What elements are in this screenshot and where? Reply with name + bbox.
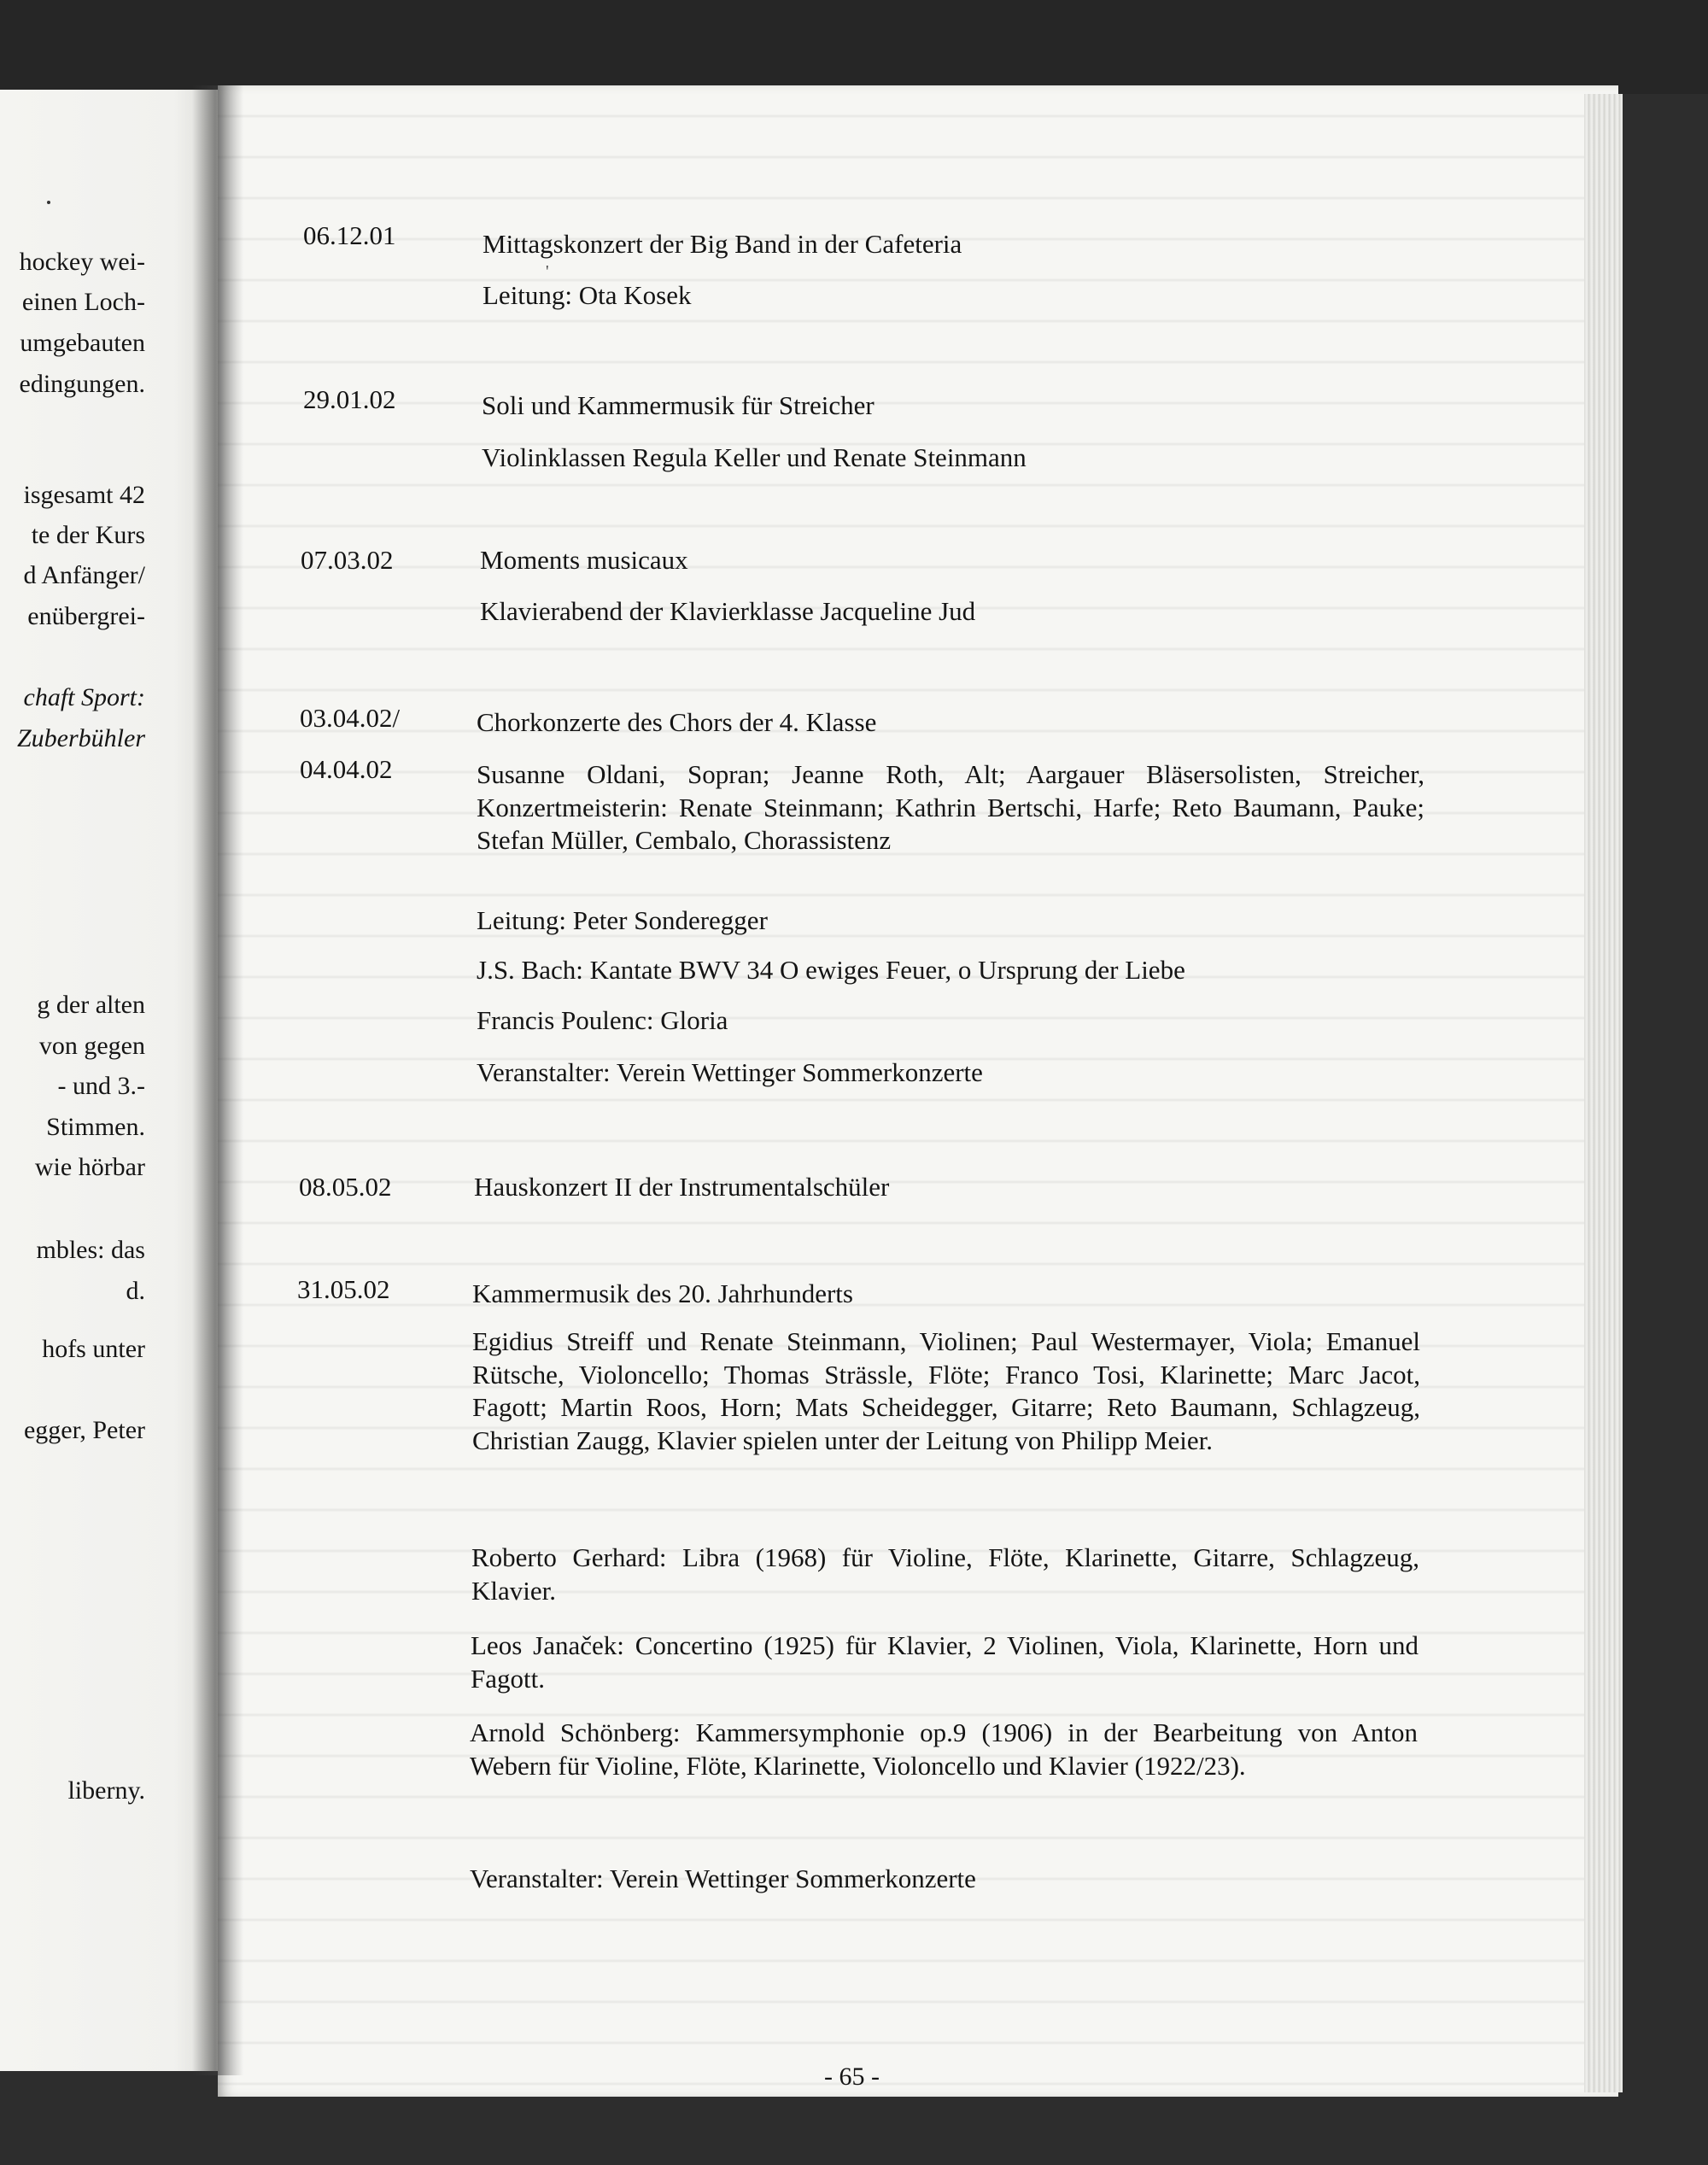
left-line: einen Loch- — [21, 288, 145, 316]
event-title: Chorkonzerte des Chors der 4. Klasse — [477, 707, 877, 737]
event-conductor: Leitung: Peter Sonderegger — [477, 905, 768, 935]
event-organizer: Veranstalter: Verein Wettinger Sommerkonzerte — [470, 1864, 976, 1893]
event-program: J.S. Bach: Kantate BWV 34 O ewiges Feuer, o Ursprung der Liebe — [477, 955, 1185, 985]
left-line: umgebauten — [20, 329, 145, 357]
event-title: Hauskonzert II der Instrumentalschüler — [474, 1172, 890, 1202]
page-edges — [1584, 94, 1623, 2092]
event-date: 31.05.02 — [297, 1274, 390, 1304]
event-date: 29.01.02 — [303, 384, 396, 414]
event-performers: Egidius Streiff und Renate Steinmann, Violinen; Paul Westermayer, Viola; Emanuel Rütsche, Violoncello; Thomas Strässle, Flöte; Franco Tosi, Klarinette; Marc Jacot, Fagott; Martin Roos, Horn; Mats Scheidegger, Gitarre; Reto Baumann, Schlagzeug, Christian Zaugg, Klavier spielen unter der Leitung von Philipp Meier. — [472, 1326, 1420, 1455]
page-number: - 65 - — [824, 2063, 880, 2091]
event-program: Arnold Schönberg: Kammersymphonie op.9 (1906) in der Bearbeitung von Anton Webern für Violine, Flöte, Klarinette, Violoncello und Klavier (1922/23). — [470, 1717, 1418, 1781]
event-title: Soli und Kammermusik für Streicher — [482, 390, 874, 420]
event-performers: Susanne Oldani, Sopran; Jeanne Roth, Alt; Aargauer Bläsersolisten, Streicher, Konzertmeisterin: Renate Steinmann; Kathrin Bertschi, Harfe; Reto Baumann, Pauke; Stefan Müller, Cembalo, Chorassistenz — [477, 759, 1424, 855]
event-program: Roberto Gerhard: Libra (1968) für Violine, Flöte, Klarinette, Gitarre, Schlagzeug, Klavier. — [471, 1542, 1419, 1606]
event-date: 03.04.02/ — [300, 703, 401, 733]
left-line: wie hörbar — [34, 1153, 145, 1181]
left-line: hofs unter — [42, 1335, 145, 1363]
left-line: d. — [126, 1277, 145, 1305]
event-date: 08.05.02 — [299, 1172, 392, 1202]
book-gutter — [192, 85, 243, 2075]
left-line: chaft Sport: — [23, 683, 145, 711]
event-date: 06.12.01 — [303, 220, 396, 250]
event-subtitle: Violinklassen Regula Keller und Renate Steinmann — [482, 442, 1027, 472]
left-line: te der Kurs — [31, 521, 145, 549]
left-line: isgesamt 42 — [23, 481, 145, 509]
event-organizer: Veranstalter: Verein Wettinger Sommerkonzerte — [477, 1057, 983, 1087]
left-line: mbles: das — [36, 1236, 145, 1264]
left-line: - und 3.- — [57, 1072, 145, 1100]
right-page — [218, 85, 1618, 2097]
left-line: Stimmen. — [46, 1113, 145, 1141]
book-spread — [0, 51, 1618, 2091]
concert-list — [218, 85, 1618, 2097]
left-page — [0, 90, 218, 2071]
left-line: liberny. — [67, 1776, 145, 1805]
event-program: Leos Janaček: Concertino (1925) für Klavier, 2 Violinen, Viola, Klarinette, Horn und Fagott. — [471, 1630, 1418, 1694]
event-date-second: 04.04.02 — [300, 754, 393, 784]
event-title: Kammermusik des 20. Jahrhunderts — [472, 1279, 853, 1308]
left-line: g der alten — [37, 991, 145, 1019]
left-page-text — [0, 90, 145, 2054]
left-line: enübergrei- — [27, 602, 145, 630]
left-line: d Anfänger/ — [23, 561, 145, 589]
left-line: egger, Peter — [23, 1416, 145, 1444]
event-conductor: Leitung: Ota Kosek — [483, 280, 692, 310]
event-title: Moments musicaux — [480, 545, 688, 575]
event-subtitle: Klavierabend der Klavierklasse Jacqueline Jud — [480, 596, 976, 626]
event-title: Mittagskonzert der Big Band in der Cafeteria — [483, 229, 962, 259]
left-line: Zuberbühler — [17, 724, 145, 752]
event-program: Francis Poulenc: Gloria — [477, 1005, 728, 1035]
left-line: edingungen. — [19, 370, 145, 398]
left-line: hockey wei- — [19, 248, 145, 276]
left-line: von gegen — [38, 1032, 145, 1060]
speck: ' — [546, 262, 549, 281]
event-date: 07.03.02 — [301, 545, 394, 575]
